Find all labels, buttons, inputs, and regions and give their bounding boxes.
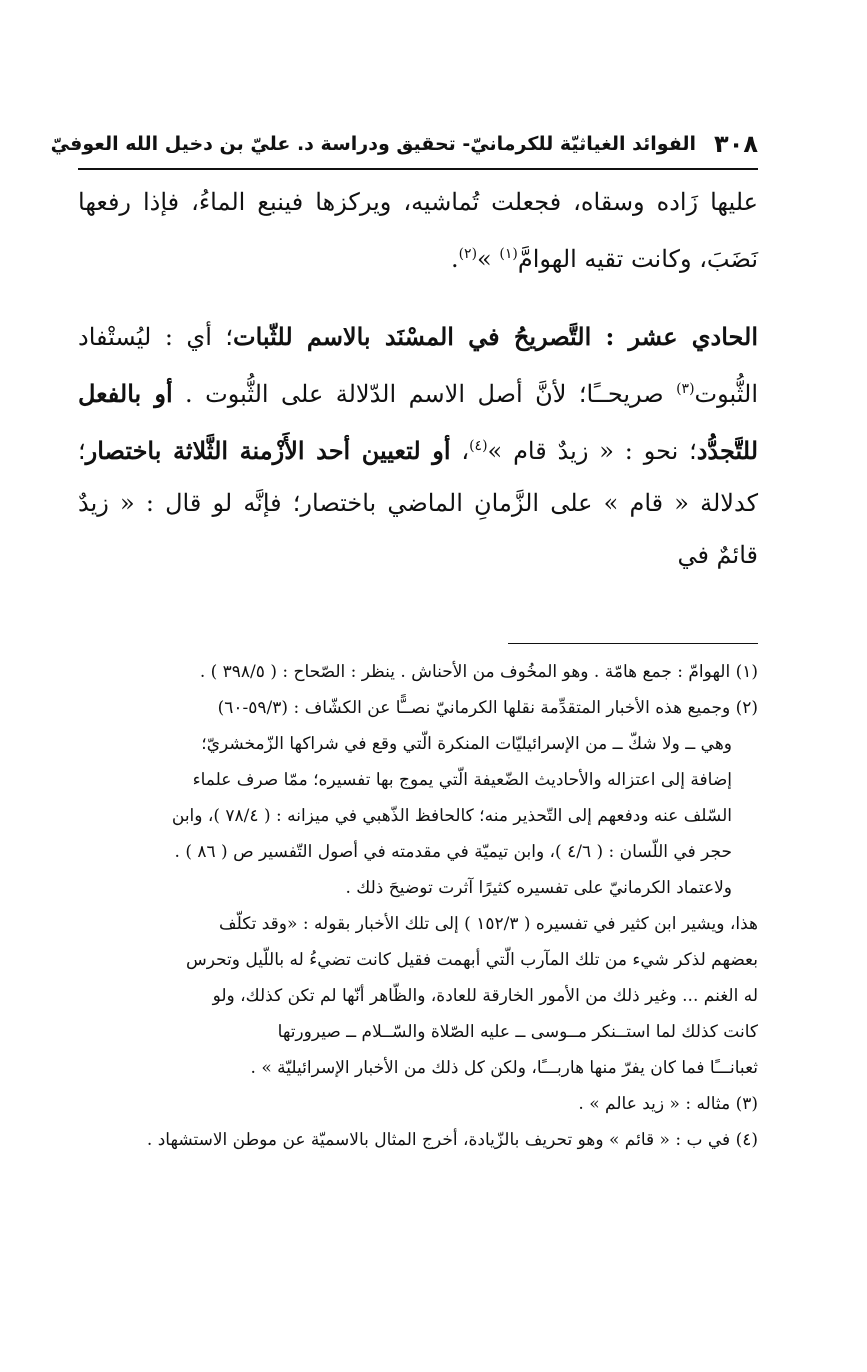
bold-phrase: أو لتعيين أحد الأَزْمنة الثَّلاثة باختصار [85, 436, 451, 465]
footnote-ref: (٤) [469, 438, 488, 454]
section-heading: الحادي عشر : التَّصريحُ في المسْنَد بالاسم للثّبات [232, 322, 758, 351]
footnotes [78, 654, 758, 1158]
footnote-4: (٤) في ب : « قائم » وهو تحريف بالزّيادة، أخرج المثال بالاسميّة عن موطن الاستشهاد . [146, 1130, 758, 1150]
footnote-2-line: هذا، ويشير ابن كثير في تفسيره ( ١٥٢/٣ ) إلى تلك الأخبار بقوله : «وقد تكلّف [219, 914, 758, 934]
bold-phrase: أو بالفعل [78, 379, 173, 408]
footnote-2-line: ولاعتماد الكرمانيّ على تفسيره كثيرًا آثرت توضيحَ ذلك . [345, 878, 732, 898]
footnote-3: (٣) مثاله : « زيد عالم » . [578, 1094, 758, 1114]
main-text [78, 176, 758, 581]
footnote-2-line: السّلف عنه ودفعهم إلى التّحذير منه؛ كالحافظ الذّهبي في ميزانه : ( ٧٨/٤ )، وابن [171, 806, 732, 826]
punctuation: . [450, 245, 459, 273]
bold-phrase: للتَّجدُّد [696, 436, 759, 465]
footnote-2-line: وهي ــ ولا شكّ ــ من الإسرائيليّات المنكرة الّتي وقع في شراكها الزّمخشريّ؛ [201, 734, 732, 754]
footnote-separator [508, 643, 758, 644]
footnote-2-line: ثعبانـــًا فما كان يفرّ منها هاربـــًا، ولكن كل ذلك من الأخبار الإسرائيليّة » . [250, 1058, 758, 1078]
paragraph-1 [78, 176, 758, 285]
running-title: الفوائد الغياثيّة للكرمانيّ- تحقيق ودراسة د. عليّ بن دخيل الله العوفيّ [50, 133, 697, 155]
text-span: الثُّبوت [694, 380, 759, 408]
footnote-2-line: بعضهم لذكر شيء من تلك المآرب الّتي أبهمت فقيل كانت تضيءُ له باللّيل وتحرس [185, 950, 758, 970]
footnote-1: (١) الهوامّ : جمع هامّة . وهو المخُوف من الأحناش . ينظر : الصّحاح : ( ٣٩٨/٥ ) . [199, 662, 758, 682]
text-line: كدلالة « قام » على الزَّمانِ الماضي باختصار؛ فإنَّه لو قال : « زيدٌ قائمٌ في [78, 489, 758, 569]
text-span: ؛ أي : ليُستْفاد [78, 323, 233, 351]
book-page [50, 120, 759, 1158]
footnote-2-line: حجر في اللّسان : ( ٤/٦ )، وابن تيميّة في مقدمته في أصول التّفسير ص ( ٨٦ ) . [174, 842, 732, 862]
text-span: ، [450, 437, 470, 465]
page-number: ٣٠٨ [714, 130, 758, 158]
quote-mark: » [477, 245, 500, 273]
running-header [50, 120, 758, 170]
footnote-2-line: له الغنم ... وغير ذلك من الأمور الخارقة للعادة، والظّاهر أنّها لم تكن كذلك، ولو [212, 986, 758, 1006]
punctuation: ؛ [78, 437, 86, 465]
footnote-ref: (١) [499, 246, 518, 262]
footnote-2: (٢) وجميع هذه الأخبار المتقدِّمة نقلها الكرمانيّ نصــًّا عن الكشّاف : (٥٩/٣-٦٠) [217, 698, 758, 718]
paragraph-2 [78, 311, 758, 581]
text-line: عليها زَاده وسقاه، فجعلت تُماشيه، ويركزها فينبع الماءُ، فإذا رفعها [78, 188, 758, 216]
text-span: ؛ نحو : « زيدٌ قام » [487, 437, 697, 465]
footnote-2-line: كانت كذلك لما استــنكر مــوسى ــ عليه الصّلاة والسّــلام ــ صيرورتها [277, 1022, 758, 1042]
footnote-2-line: إضافة إلى اعتزاله والأحاديث الضّعيفة الّتي يموج بها تفسيره؛ ممّا صرف علماء [192, 770, 732, 790]
text-span: صريحــًا؛ لأنَّ أصل الاسم الدّلالة على الثُّبوت . [172, 380, 677, 408]
footnote-ref: (٣) [676, 381, 695, 397]
text-line: نَضَبَ، وكانت تقيه الهوامَّ [517, 245, 758, 273]
footnote-ref: (٢) [458, 246, 478, 262]
